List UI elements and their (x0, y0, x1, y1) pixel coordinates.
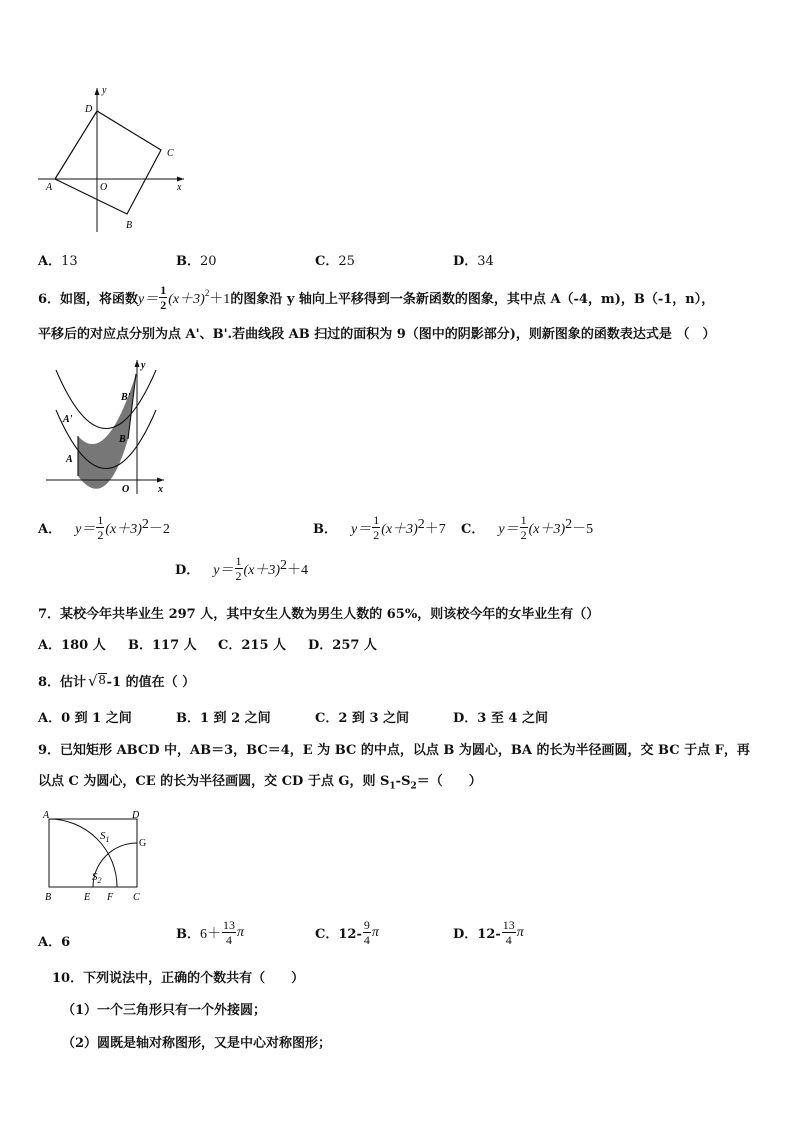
q9-label-b: B (45, 892, 52, 903)
q6-stem-line1: 6．如图，将函数 y＝ $\frac{1}{2}$ (x＋3) $^2$ ＋1 的图象沿 y 轴向上平移得到一条新函数的图象，其中点 A（-4，m)，B（-1，n）， (38, 283, 715, 312)
q6-label-b-prime: B' (121, 392, 131, 403)
q10-item-1: （1）一个三角形只有一个外接圆； (62, 1003, 267, 1018)
q5-label-o: O (100, 182, 108, 193)
q6-label-a-prime: A' (63, 414, 73, 425)
q5-option-a-letter: A． (38, 254, 62, 269)
q9-label-d: D (132, 810, 140, 821)
q8-option-a: A．0 到 1 之间 (38, 711, 132, 726)
q6-label-b: B (119, 434, 126, 445)
q5-square-figure (34, 82, 194, 232)
q5-label-y: y (102, 85, 107, 96)
q6-label-o: O (122, 484, 130, 495)
q9-stem-line1: 9．已知矩形 ABCD 中，AB＝3，BC＝4，E 为 BC 的中点，以点 B 为圆心，BA 的长为半径画圆，交 BC 于点 F，再 (38, 743, 750, 758)
q9-label-f: F (107, 892, 114, 903)
q5-label-a: A (46, 182, 53, 193)
q6-option-a: A． y＝ $\frac{1}{2}$ (x＋3) 2 －2 (38, 513, 170, 542)
q9-label-g: G (139, 838, 147, 849)
q5-option-d: 34 (477, 254, 494, 269)
q5-option-b: 20 (200, 254, 217, 269)
q5-label-d: D (85, 104, 93, 115)
q9-label-s1: $S_1$ (100, 830, 110, 844)
q9-label-s2: $S_2$ (92, 871, 102, 885)
q7-stem: 7．某校今年共毕业生 297 人，其中女生人数为男生人数的 65%，则该校今年的女毕业生有（） (38, 607, 600, 622)
q6-option-d: D． y＝ $\frac{1}{2}$ (x＋3) 2 ＋4 (175, 554, 309, 583)
q6-parabola-figure (42, 356, 172, 496)
q7-option-d: D．257 人 (308, 638, 377, 653)
q9-stem-line2: 以点 C 为圆心，CE 的长为半径画圆，交 CD 于点 G，则 $S_1-S_2=$（ ） (38, 774, 482, 792)
q8-stem: 8．估计 √ 8 -1 的值在（ ） (38, 671, 196, 690)
q5-option-d-letter: D． (453, 254, 478, 269)
q9-option-c: C．12- $\frac{9}{4}$ π (315, 918, 379, 947)
q8-option-c: C．2 到 3 之间 (315, 711, 410, 726)
q10-stem: 10．下列说法中，正确的个数共有（ ） (52, 971, 305, 986)
q6-label-y: y (141, 360, 146, 371)
q9-rectangle-figure (40, 806, 160, 906)
q9-label-c: C (133, 892, 140, 903)
q6-stem-line2: 平移后的对应点分别为点 A'、B'.若曲线段 AB 扫过的面积为 9（图中的阴影部分)，则新图象的函数表达式是 （ ） (38, 327, 716, 342)
q8-option-d: D．3 至 4 之间 (453, 711, 548, 726)
q9-label-e: E (84, 892, 91, 903)
q7-option-c: C．215 人 (218, 638, 287, 653)
q9-label-a: A (43, 810, 50, 821)
sqrt-symbol: √ (88, 671, 98, 690)
q9-option-b: B． 6＋ $\frac{13}{4}$ π (176, 918, 245, 947)
q5-option-c: 25 (338, 254, 355, 269)
q10-item-2: （2）圆既是轴对称图形，又是中心对称图形； (62, 1036, 332, 1051)
q9-option-a: A．6 (38, 935, 71, 950)
q8-option-b: B．1 到 2 之间 (176, 711, 271, 726)
q5-option-c-letter: C． (315, 254, 339, 269)
q5-option-b-letter: B． (176, 254, 200, 269)
q5-option-a: 13 (61, 254, 78, 269)
q6-option-b: B． y＝ $\frac{1}{2}$ (x＋3) 2 ＋7 (313, 513, 446, 542)
q6-fraction: $\frac{1}{2}$ (160, 283, 167, 312)
q6-label-x: x (158, 484, 163, 495)
q5-label-b: B (126, 220, 133, 231)
q7-option-b: B．117 人 (128, 638, 197, 653)
q5-label-c: C (167, 148, 174, 159)
q6-option-c: C． y＝ $\frac{1}{2}$ (x＋3) 2 －5 (461, 513, 594, 542)
q6-label-a: A (66, 454, 73, 465)
q9-option-d: D．12- $\frac{13}{4}$ π (453, 918, 524, 947)
q5-label-x: x (177, 182, 182, 193)
q7-option-a: A．180 人 (38, 638, 106, 653)
